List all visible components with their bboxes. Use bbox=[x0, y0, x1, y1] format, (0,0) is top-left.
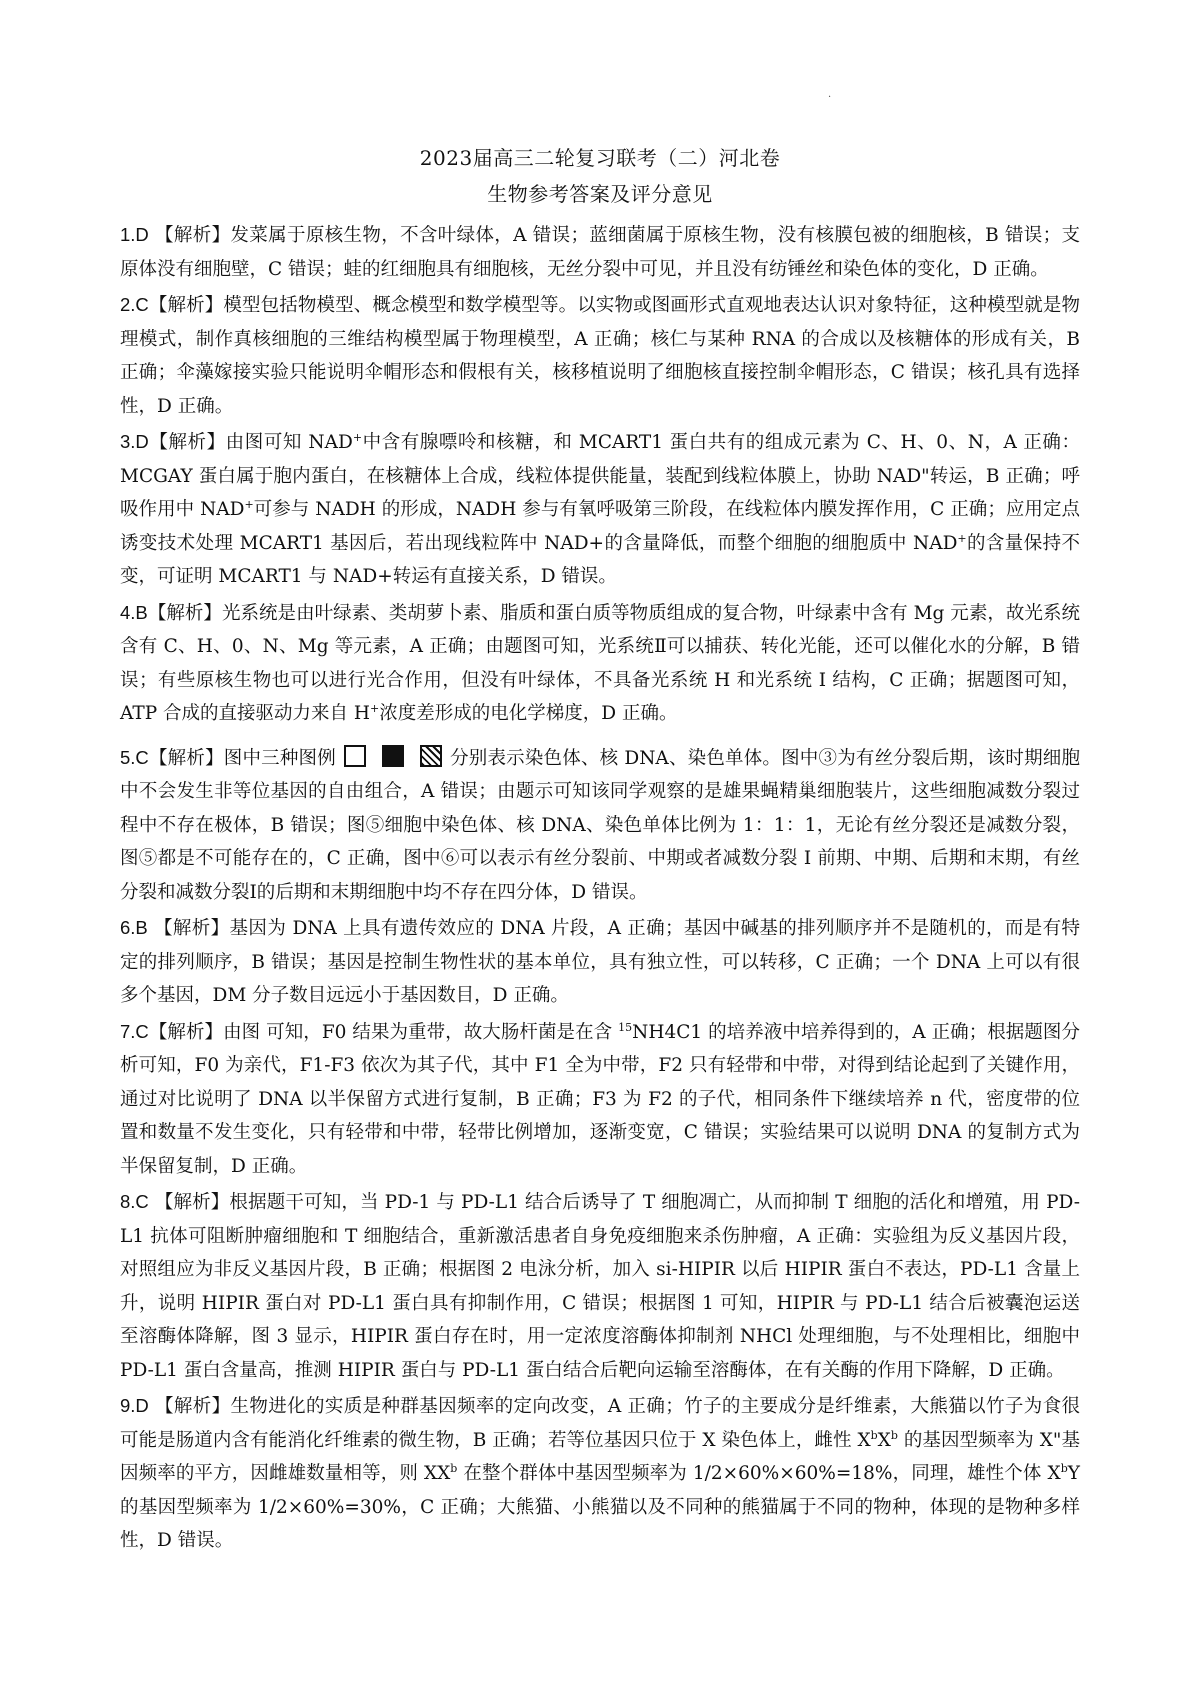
answer-text-part: 【解析】图中三种图例 bbox=[148, 747, 336, 769]
superscript: b bbox=[450, 1461, 458, 1475]
superscript: + bbox=[244, 497, 254, 511]
answer-text: 【解析】发菜属于原核生物，不含叶绿体，A 错误；蓝细菌属于原核生物，没有核膜包被的细胞核，B 错误；支原体没有细胞壁，C 错误；蛙的红细胞具有细胞核，无丝分裂中可见，并且没有纺锤丝和染色体的变化，D 正确。 bbox=[120, 225, 1080, 280]
answer-text-part: 【解析】由图 可知，F0 结果为重带，故大肠杆菌是在含 bbox=[148, 1021, 619, 1043]
answer-text-part: NH4C1 的培养液中培养得到的，A 正确；根据题图分析可知，F0 为亲代，F1-F3 依次为其子代，其中 F1 全为中带，F2 只有轻带和中带，对得到结论起到了关键作用，通过对比说明了 DNA 以半保留方式进行复制，B 正确；F3 为 F2 的子代，相同条件下继续培养 n 代，密度带的位置和数量不发生变化，只有轻带和中带，轻带比例增加，逐渐变宽，C 错误；实验结果可以说明 DNA 的复制方式为半保留复制，D 正确。 bbox=[120, 1021, 1080, 1177]
answer-document bbox=[120, 140, 1080, 1560]
answer-text: 【解析】模型包括物模型、概念模型和数学模型等。以实物或图画形式直观地表达认识对象特征，这种模型就是物理模式，制作真核细胞的三维结构模型属于物理模型，A 正确；核仁与某种 RNA 的合成以及核糖体的形成有关，B 正确；伞藻嫁接实验只能说明伞帽形态和假根有关，核移植说明了细胞核直接控制伞帽形态，C 错误；核孔具有选择性，D 正确。 bbox=[120, 295, 1080, 417]
answer-number: 5.C bbox=[120, 746, 149, 768]
legend-hatched-square-icon bbox=[420, 745, 442, 767]
superscript: 15 bbox=[618, 1020, 633, 1034]
answer-text-part: 在整个群体中基因型频率为 1/2×60%×60%=18%，同理，雄性个体 X bbox=[457, 1463, 1061, 1484]
scan-speck: · bbox=[828, 92, 832, 103]
answer-5 bbox=[120, 741, 1080, 910]
answer-text-part: 【解析】由图可知 NAD bbox=[148, 432, 353, 453]
answer-text: 【解析】根据题干可知，当 PD-1 与 PD-L1 结合后诱导了 T 细胞凋亡，从而抑制 T 细胞的活化和增殖，用 PD-L1 抗体可阻断肿瘤细胞和 T 细胞结合，重新激活患者自身免疫细胞来杀伤肿瘤，A 正确：实验组为反义基因片段，对照组应为非反义基因片段，B 正确；根据图 2 电泳分析，加入 si-HIPIR 以后 HIPIR 蛋白不表达，PD-L1 含量上升，说明 HIPIR 蛋白对 PD-L1 蛋白具有抑制作用，C 错误；根据图 1 可知，HIPIR 与 PD-L1 结合后被囊泡运送至溶酶体降解，图 3 显示，HIPIR 蛋白存在时，用一定浓度溶酶体抑制剂 NHCl 处理细胞，与不处理相比，细胞中 PD-L1 蛋白含量高，推测 HIPIR 蛋白与 PD-L1 蛋白结合后靶向运输至溶酶体，在有关酶的作用下降解，D 正确。 bbox=[120, 1192, 1080, 1381]
answer-number: 9.D bbox=[120, 1395, 149, 1416]
answer-text: 【解析】基因为 DNA 上具有遗传效应的 DNA 片段，A 正确；基因中碱基的排列顺序并不是随机的，而是有特定的排列顺序，B 错误；基因是控制生物性状的基本单位，具有独立性，可以转移，C 正确；一个 DNA 上可以有很多个基因，DM 分子数目远远小于基因数目，D 正确。 bbox=[120, 918, 1080, 1006]
answer-9 bbox=[120, 1389, 1080, 1558]
answer-3 bbox=[120, 425, 1080, 594]
answer-text-part: 中含有腺嘌呤和核糖，和 MCART1 蛋白共有的组成元素为 C、H、0、N，A 正确：MCGAY 蛋白属于胞内蛋白，在核糖体上合成，线粒体提供能量，装配到线粒体膜上，协助 NAD"转运，B 正确；呼吸作用中 NAD bbox=[120, 432, 1080, 520]
answer-1 bbox=[120, 218, 1080, 286]
superscript: + bbox=[352, 430, 363, 444]
superscript: b bbox=[890, 1428, 898, 1442]
answer-number: 2.C bbox=[120, 294, 149, 315]
document-title: 2023届高三二轮复习联考（二）河北卷 bbox=[419, 146, 781, 170]
answer-list bbox=[120, 218, 1080, 1558]
answer-6 bbox=[120, 911, 1080, 1013]
answer-number: 4.B bbox=[120, 601, 148, 623]
superscript: b bbox=[1060, 1461, 1068, 1475]
answer-text-part: 【解析】光系统是由叶绿素、类胡萝卜素、脂质和蛋白质等物质组成的复合物，叶绿素中含有 Mg 元素，故光系统含有 C、H、0、N、Mg 等元素，A 正确；由题图可知，光系统Ⅱ可以捕获、转化光能，还可以催化水的分解，B 错误；有些原核生物也可以进行光合作用，但没有叶绿体，不具备光系统 H 和光系统 I 结构，C 正确；据题图可知，ATP 合成的直接驱动力来自 H bbox=[120, 602, 1080, 724]
document-subtitle: 生物参考答案及评分意见 bbox=[487, 182, 713, 206]
answer-number: 6.B bbox=[120, 917, 148, 938]
answer-2 bbox=[120, 288, 1080, 423]
legend-filled-square-icon bbox=[382, 745, 404, 767]
answer-number: 3.D bbox=[120, 431, 149, 452]
answer-text-part: 分别表示染色体、核 DNA、染色单体。图中③为有丝分裂后期，该时期细胞中不会发生非等位基因的自由组合，A 错误；由题示可知该同学观察的是雄果蝇精巢细胞装片，这些细胞减数分裂过程中不存在极体，B 错误；图⑤细胞中染色体、核 DNA、染色单体比例为 1：1：1，无论有丝分裂还是减数分裂，图⑤都是不可能存在的，C 正确，图中⑥可以表示有丝分裂前、中期或者减数分裂 I 前期、中期、后期和末期，有丝分裂和减数分裂Ⅰ的后期和末期细胞中均不存在四分体，D 错误。 bbox=[120, 747, 1080, 903]
answer-number: 7.C bbox=[120, 1020, 149, 1042]
answer-text-part: X bbox=[877, 1429, 891, 1451]
answer-4 bbox=[120, 596, 1080, 731]
answer-text-part: 可参与 NADH 的形成，NADH 参与有氧呼吸第三阶段，在线粒体内膜发挥作用，C 正确；应用定点诱变技术处理 MCART1 基因后，若出现线粒阵中 NAD+的含量降低，而整个细胞的细胞质中 NAD bbox=[120, 499, 1080, 554]
answer-text-part: 的含量保持不变，可证明 MCART1 与 NAD+转运有直接关系，D 错误。 bbox=[120, 532, 1080, 587]
superscript: + bbox=[957, 531, 967, 545]
answer-8 bbox=[120, 1185, 1080, 1387]
answer-7 bbox=[120, 1015, 1080, 1184]
answer-text-part: 【解析】生物进化的实质是种群基因频率的定向改变，A 正确；竹子的主要成分是纤维素，大熊猫以竹子为食很可能是肠道内含有能消化纤维素的微生物，B 正确；若等位基因只位于 X 染色体上，雌性 X bbox=[120, 1396, 1080, 1451]
answer-text-part: 浓度差形成的电化学梯度，D 正确。 bbox=[379, 703, 678, 724]
superscript: + bbox=[370, 701, 380, 715]
answer-number: 1.D bbox=[120, 224, 149, 245]
answer-text-part: Y 的基因型频率为 1/2×60%=30%，C 正确；大熊猫、小熊猫以及不同种的熊猫属于不同的物种，体现的是物种多样性，D 错误。 bbox=[120, 1463, 1080, 1551]
legend-open-square-icon bbox=[344, 745, 366, 767]
superscript: b bbox=[870, 1428, 878, 1442]
answer-text-part: 的基因型频率为 X"基因频率的平方，因雌雄数量相等，则 XX bbox=[120, 1429, 1080, 1484]
answer-number: 8.C bbox=[120, 1191, 149, 1212]
